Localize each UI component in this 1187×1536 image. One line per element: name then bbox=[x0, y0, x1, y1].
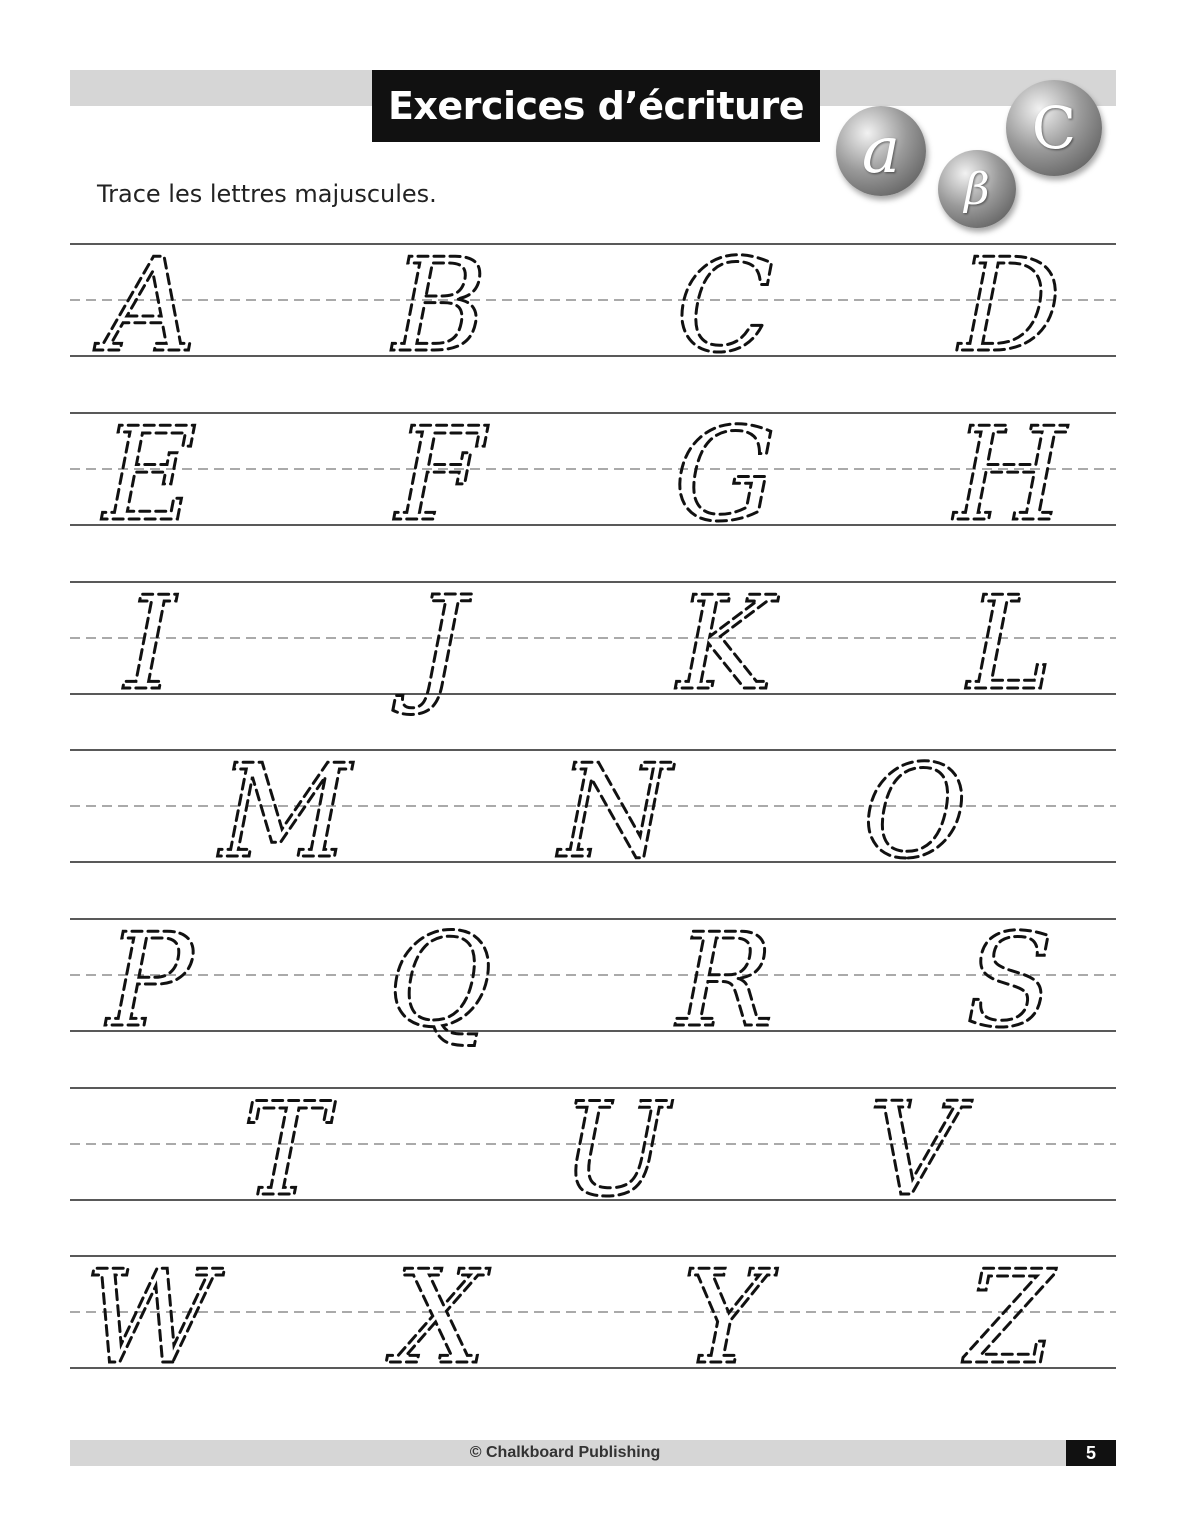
trace-letter-j: J bbox=[414, 570, 466, 719]
trace-letter-o: O bbox=[862, 738, 968, 887]
trace-letter-a: A bbox=[103, 232, 197, 381]
trace-letter-s: S bbox=[966, 907, 1054, 1056]
trace-letter-w: W bbox=[84, 1244, 216, 1393]
trace-letter-r: R bbox=[676, 907, 774, 1056]
badge-a: a bbox=[836, 106, 926, 196]
trace-letter-u: U bbox=[561, 1076, 669, 1225]
practice-row bbox=[70, 1076, 1116, 1225]
trace-letter-y: Y bbox=[682, 1244, 768, 1393]
trace-letter-g: G bbox=[673, 401, 777, 550]
trace-letter-p: P bbox=[106, 907, 194, 1056]
practice-row bbox=[70, 1244, 1116, 1393]
practice-row bbox=[70, 232, 1116, 381]
trace-letter-d: D bbox=[958, 232, 1062, 381]
page-number: 5 bbox=[1066, 1440, 1116, 1466]
practice-row bbox=[70, 401, 1116, 550]
trace-letter-t: T bbox=[242, 1076, 328, 1225]
instruction-text: Trace les lettres majuscules. bbox=[97, 180, 437, 208]
trace-letter-k: K bbox=[677, 570, 773, 719]
badge-b: β bbox=[938, 150, 1016, 228]
trace-letter-n: N bbox=[559, 738, 671, 887]
trace-letter-z: Z bbox=[965, 1244, 1055, 1393]
page-title: Exercices d’écriture bbox=[372, 70, 820, 142]
trace-letter-q: Q bbox=[387, 907, 493, 1056]
trace-letter-i: I bbox=[124, 570, 176, 719]
trace-letter-b: B bbox=[392, 232, 488, 381]
copyright-text: © Chalkboard Publishing bbox=[469, 1444, 661, 1461]
trace-letter-m: M bbox=[219, 738, 351, 887]
trace-letter-c: C bbox=[676, 232, 774, 381]
trace-letter-h: H bbox=[954, 401, 1066, 550]
practice-row bbox=[70, 738, 1116, 887]
trace-letter-e: E bbox=[103, 401, 197, 550]
practice-row bbox=[70, 570, 1116, 719]
practice-row bbox=[70, 907, 1116, 1056]
badge-c: C bbox=[1006, 80, 1102, 176]
trace-letter-l: L bbox=[967, 570, 1053, 719]
trace-letter-x: X bbox=[394, 1244, 486, 1393]
trace-letter-f: F bbox=[395, 401, 485, 550]
trace-letter-v: V bbox=[868, 1076, 962, 1225]
